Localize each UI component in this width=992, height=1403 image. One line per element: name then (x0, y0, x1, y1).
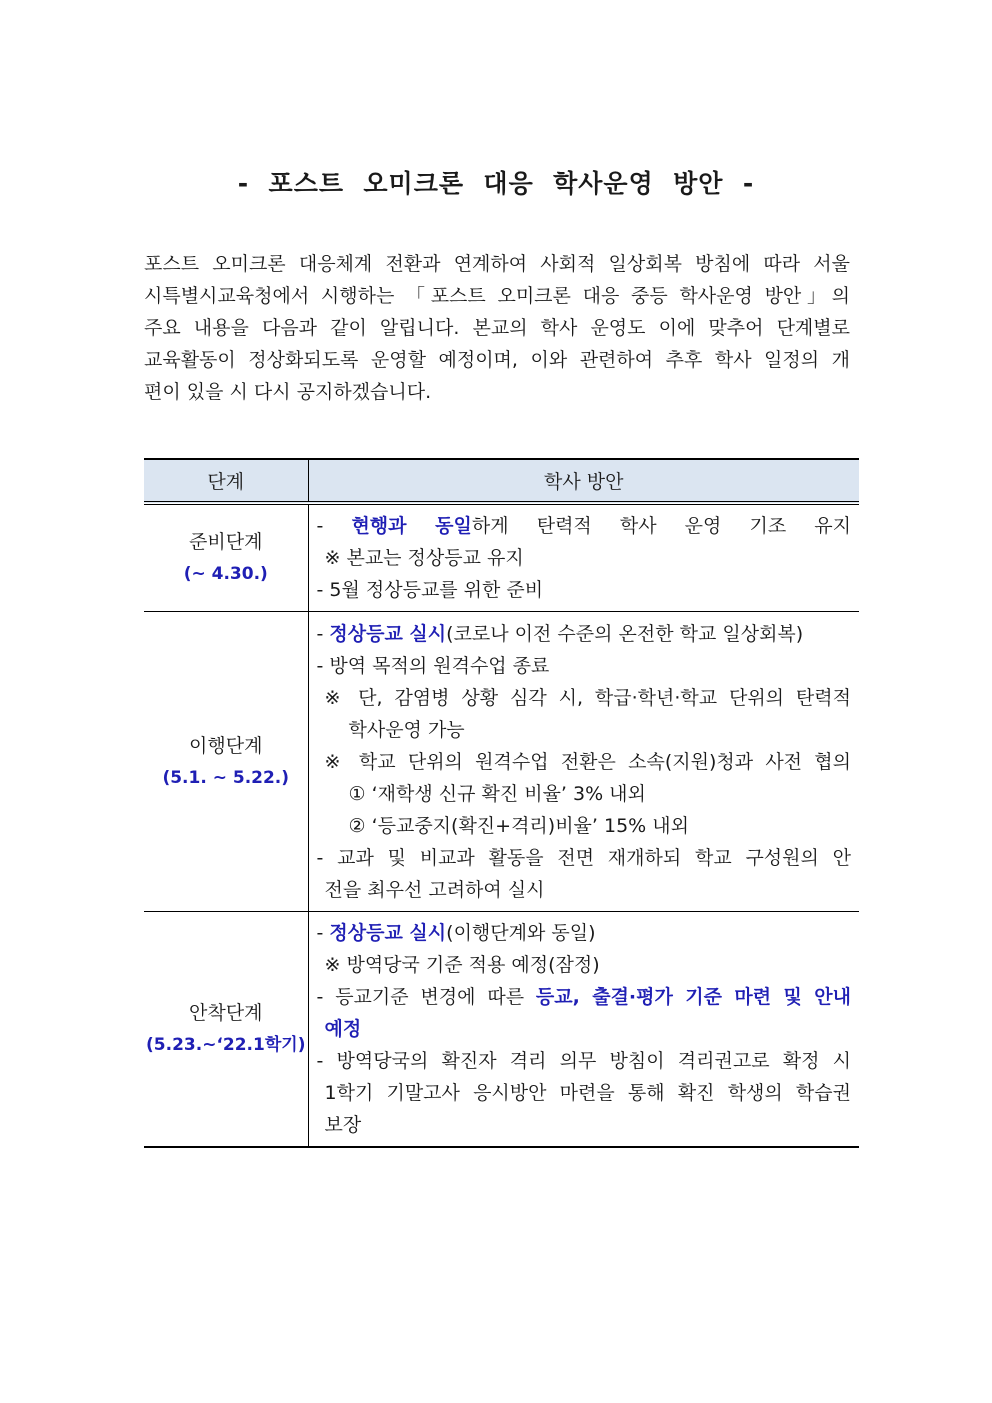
table-row (144, 612, 859, 912)
table-header (144, 459, 859, 503)
stage-cell (144, 612, 308, 912)
highlight-text: 예정 (324, 1018, 362, 1040)
header-plan: 학사 방안 (308, 459, 859, 503)
plan-line: ※ 단, 감염병 상황 심각 시, 학급·학년·학교 단위의 탄력적 (324, 686, 851, 709)
plan-cell (308, 912, 859, 1148)
plan-line: - 교과 및 비교과 활동을 전면 재개하되 학교 구성원의 안 (316, 846, 851, 869)
plan-line: - 방역 목적의 원격수업 종료 (316, 654, 550, 677)
plan-cell (308, 612, 859, 912)
plan-line: - 정상등교 실시(코로나 이전 수준의 온전한 학교 일상회복) (316, 622, 804, 645)
highlight-text: 정상등교 실시 (329, 922, 447, 944)
stage-name: 안착단계 (189, 1002, 263, 1024)
plan-line: - 등교기준 변경에 따른 등교, 출결·평가 기준 마련 및 안내 (316, 986, 851, 1008)
plan-line: ① ‘재학생 신규 확진 비율’ 3% 내외 (348, 782, 646, 805)
header-stage: 단계 (144, 459, 308, 503)
intro-paragraph (144, 248, 850, 408)
stage-cell (144, 503, 308, 612)
stage-period: (5.23.~‘22.1학기) (146, 1035, 306, 1055)
stage-period: (5.1. ~ 5.22.) (162, 767, 290, 788)
intro-line: 편이 있을 시 다시 공지하겠습니다. (144, 381, 432, 403)
intro-line: 포스트 오미크론 대응체계 전환과 연계하여 사회적 일상회복 방침에 따라 서울 (144, 253, 850, 275)
highlight-text: 현행과 동일 (351, 515, 472, 537)
plan-cell (308, 503, 859, 612)
intro-line: 주요 내용을 다음과 같이 알립니다. 본교의 학사 운영도 이에 맞추어 단계별로 (144, 317, 850, 339)
intro-line: 시특별시교육청에서 시행하는 「포스트 오미크론 대응 중등 학사운영 방안」의 (144, 285, 850, 307)
plan-line: 보장 (324, 1114, 362, 1136)
plan-line: - 정상등교 실시(이행단계와 동일) (316, 922, 596, 944)
highlight-text: 등교, 출결·평가 기준 마련 및 안내 (535, 986, 851, 1008)
plan-line: - 현행과 동일하게 탄력적 학사 운영 기조 유지 (316, 515, 851, 537)
plan-line: 전을 최우선 고려하여 실시 (324, 878, 545, 901)
highlight-text: 정상등교 실시 (329, 622, 447, 645)
stage-name: 이행단계 (189, 734, 263, 757)
plan-table (144, 458, 859, 1148)
intro-line: 교육활동이 정상화되도록 운영할 예정이며, 이와 관련하여 추후 학사 일정의 개 (144, 349, 850, 371)
plan-line: - 방역당국의 확진자 격리 의무 방침이 격리권고로 확정 시 (316, 1050, 851, 1072)
stage-cell (144, 912, 308, 1148)
stage-name: 준비단계 (189, 531, 263, 553)
plan-line: ※ 본교는 정상등교 유지 (324, 547, 524, 569)
document-title: - 포스트 오미크론 대응 학사운영 방안 - (237, 169, 755, 198)
plan-line: ② ‘등교중지(확진+격리)비율’ 15% 내외 (348, 814, 689, 837)
plan-line: 학사운영 가능 (348, 718, 465, 741)
plan-line: 1학기 기말고사 응시방안 마련을 통해 확진 학생의 학습권 (324, 1082, 851, 1104)
stage-period: (~ 4.30.) (183, 564, 268, 584)
plan-line: ※ 학교 단위의 원격수업 전환은 소속(지원)청과 사전 협의 (324, 750, 851, 773)
plan-line: - 5월 정상등교를 위한 준비 (316, 579, 544, 601)
table-row (144, 912, 859, 1148)
table-row (144, 503, 859, 612)
plan-line: ※ 방역당국 기준 적용 예정(잠정) (324, 954, 600, 976)
header-row (144, 459, 859, 503)
